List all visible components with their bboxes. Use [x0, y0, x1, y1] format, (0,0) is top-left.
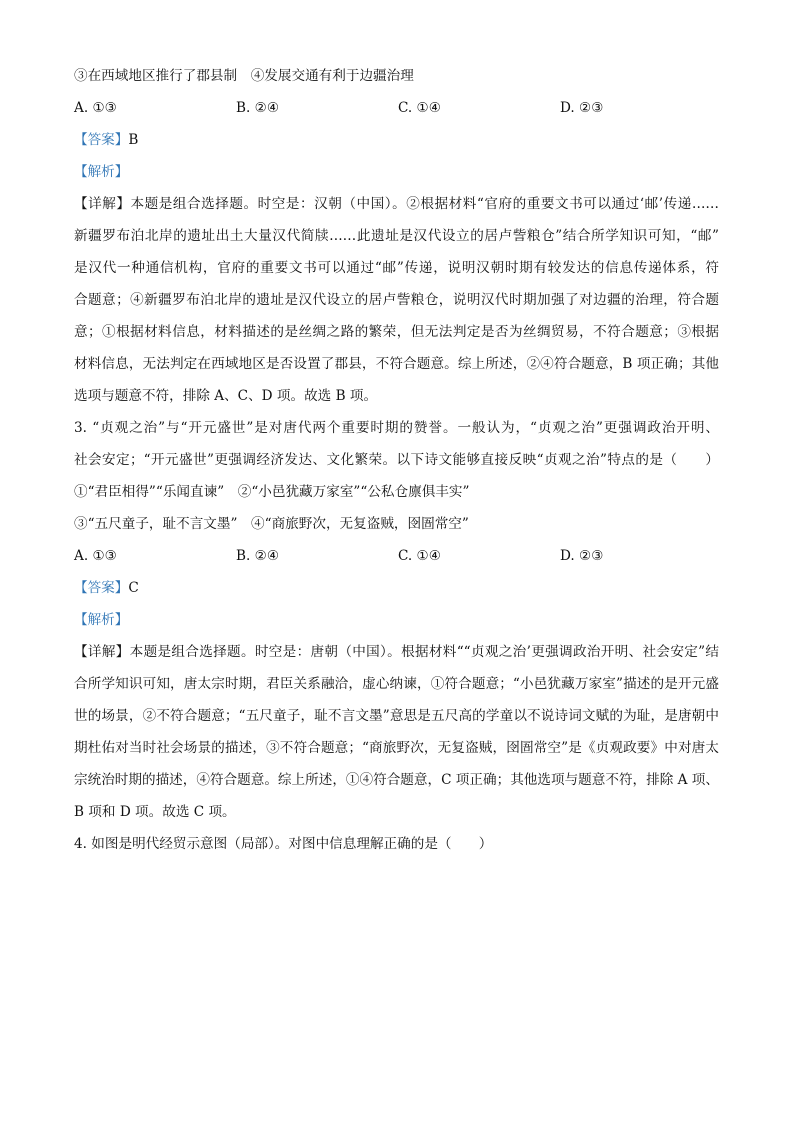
q2-answer: [74, 130, 138, 150]
q2-answer-tag: 【答案】: [74, 132, 129, 148]
q2-detail-line-4: 合题意；④新疆罗布泊北岸的遗址是汉代设立的居卢訾粮仓，说明汉代时期加强了对边疆的治理，符合题: [74, 292, 719, 308]
q2-detail-tag: 【详解】: [74, 196, 131, 212]
q3-statement-line-2: ③“五尺童子，耻不言文墨” ④“商旅野次，无复盗贼，囹圄常空”: [74, 516, 469, 532]
q3-analysis-tag: 【解析】: [74, 612, 129, 628]
q3-detail-tag: 【详解】: [74, 644, 130, 660]
q3-option-a: A. ①③: [74, 548, 117, 564]
q3-option-b: B. ②④: [236, 548, 280, 564]
q3-detail-line-4: 期杜佑对当时社会场景的描述，③不符合题意；“商旅野次，无复盗贼，囹圄常空”是《贞观政要》中对唐太: [74, 740, 719, 756]
q2-detail-text-1: 本题是组合选择题。时空是：汉朝（中国）。②根据材料“官府的重要文书可以通过‘邮’传递……: [130, 196, 720, 212]
q2-answer-value: B: [128, 132, 139, 148]
q3-detail-text-1: 本题是组合选择题。时空是：唐朝（中国）。根据材料““贞观之治’更强调政治开明、社会安定”结: [129, 644, 720, 660]
q3-statement-line-1: ①“君臣相得”“乐闻直谏” ②“小邑犹藏万家室”“公私仓廪俱丰实”: [74, 484, 470, 500]
q2-option-c: C. ①④: [398, 100, 441, 116]
q2-detail-line-1: [74, 194, 719, 214]
q3-answer: [74, 578, 139, 598]
q3-stem-line-2: 社会安定；“开元盛世”更强调经济发达、文化繁荣。以下诗文能够直接反映“贞观之治”特点的是（ ）: [74, 452, 719, 468]
q3-option-d: D. ②③: [560, 548, 604, 564]
q2-option-b: B. ②④: [236, 100, 280, 116]
q3-answer-tag: 【答案】: [74, 580, 129, 596]
q2-detail-line-6: 材料信息，无法判定在西域地区是否设置了郡县，不符合题意。综上所述，②④符合题意，B 项正确；其他: [74, 356, 719, 372]
q2-statement-line: ③在西域地区推行了郡县制 ④发展交通有利于边疆治理: [74, 68, 414, 84]
q2-detail-line-5: 意；①根据材料信息，材料描述的是丝绸之路的繁荣，但无法判定是否为丝绸贸易，不符合题意；③根据: [74, 324, 719, 340]
q3-detail-line-6: B 项和 D 项。故选 C 项。: [74, 804, 236, 820]
q3-option-c: C. ①④: [398, 548, 441, 564]
q2-option-a: A. ①③: [74, 100, 117, 116]
q2-analysis-tag: 【解析】: [74, 164, 129, 180]
q4-stem: 4. 如图是明代经贸示意图（局部）。对图中信息理解正确的是（ ）: [74, 836, 493, 852]
q3-answer-value: C: [128, 580, 139, 596]
q3-detail-line-5: 宗统治时期的描述，④符合题意。综上所述，①④符合题意，C 项正确；其他选项与题意不符，排除 A 项、: [74, 772, 719, 788]
q2-detail-line-2: 新疆罗布泊北岸的遗址出土大量汉代简牍……此遗址是汉代设立的居卢訾粮仓”结合所学知识可知，“邮”: [74, 228, 719, 244]
q2-option-d: D. ②③: [560, 100, 604, 116]
q3-stem-line-1: 3. “贞观之治”与“开元盛世”是对唐代两个重要时期的赞誉。一般认为，“贞观之治”更强调政治开明、: [74, 420, 719, 436]
q3-detail-line-1: [74, 642, 719, 662]
q2-detail-line-7: 选项与题意不符，排除 A、C、D 项。故选 B 项。: [74, 388, 378, 404]
q3-detail-line-2: 合所学知识可知，唐太宗时期，君臣关系融洽，虚心纳谏，①符合题意；“小邑犹藏万家室”描述的是开元盛: [74, 676, 719, 692]
q2-detail-line-3: 是汉代一种通信机构，官府的重要文书可以通过“邮”传递，说明汉朝时期有较发达的信息传递体系，符: [74, 260, 719, 276]
q3-detail-line-3: 世的场景，②不符合题意；“五尺童子，耻不言文墨”意思是五尺高的学童以不说诗词文赋的为耻，是唐朝中: [74, 708, 719, 724]
